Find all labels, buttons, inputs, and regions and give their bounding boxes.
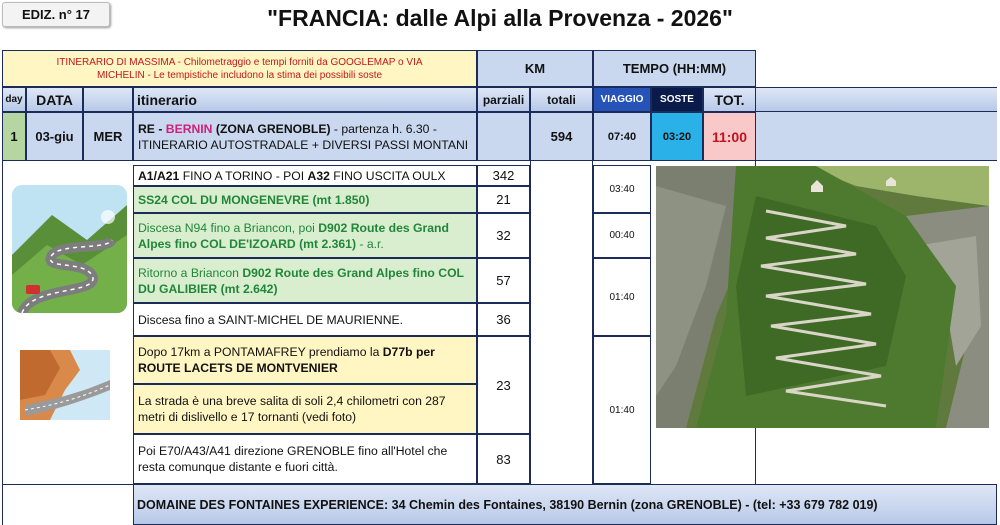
day-weekday: MER: [83, 112, 133, 161]
time-header: TEMPO (HH:MM): [593, 50, 756, 87]
time-3: 01:40: [593, 258, 651, 336]
col-weekday: [83, 87, 133, 112]
col-total: totali: [530, 87, 593, 112]
segment-4: Ritorno a Briancon D902 Route des Grand Alpes fino COL DU GALIBIER (mt 2.642): [133, 258, 477, 303]
edition-badge: EDIZ. n° 17: [2, 2, 110, 27]
segment-1-km: 342: [477, 165, 530, 186]
col-day: day: [2, 87, 26, 112]
time-2: 00:40: [593, 213, 651, 258]
col-partial: parziali: [477, 87, 530, 112]
day-partial: [477, 112, 530, 161]
segment-5: Discesa fino a SAINT-MICHEL DE MAURIENNE.: [133, 303, 477, 336]
segment-8: Poi E70/A43/A41 direzione GRENOBLE fino all'Hotel che resta comunque distante e fuori città.: [133, 434, 477, 484]
segment-2-km: 21: [477, 186, 530, 213]
segment-3-km: 32: [477, 213, 530, 258]
day-tot-time: 11:00: [703, 112, 756, 161]
segment-5-km: 36: [477, 303, 530, 336]
time-1: 03:40: [593, 165, 651, 213]
hotel-row: DOMAINE DES FONTAINES EXPERIENCE: 34 Chemin des Fontaines, 38190 Bernin (zona GRENOBLE) - (tel: +33 679 782 019): [133, 484, 997, 525]
col-tot: TOT.: [703, 87, 756, 112]
day-number: 1: [2, 112, 26, 161]
segment-1: A1/A21 FINO A TORINO - POI A32 FINO USCITA OULX: [133, 165, 477, 186]
cliff-road-illustration-icon: [20, 350, 110, 420]
page-title: "FRANCIA: dalle Alpi alla Provenza - 2026": [267, 4, 733, 31]
segment-3: Discesa N94 fino a Briancon, poi D902 Route des Grand Alpes fino COL DE'IZOARD (mt 2.361) - a.r.: [133, 213, 477, 258]
day-total-km: 594: [530, 112, 593, 161]
col-date: DATA: [26, 87, 83, 112]
header-extension: [756, 87, 997, 112]
day-row-extension: [756, 112, 997, 161]
segment-6: Dopo 17km a PONTAMAFREY prendiamo la D77b per ROUTE LACETS DE MONTVENIER: [133, 336, 477, 384]
road-illustration-icon: [12, 185, 127, 313]
km-header: KM: [477, 50, 593, 87]
day-itinerary: RE - BERNIN (ZONA GRENOBLE) - partenza h. 6.30 - ITINERARIO AUTOSTRADALE + DIVERSI PASSI MONTANI: [133, 112, 477, 161]
col-travel: VIAGGIO: [593, 87, 651, 112]
mountain-hairpin-road-photo: [656, 166, 989, 428]
day-travel-time: 07:40: [593, 112, 651, 161]
itinerary-note: ITINERARIO DI MASSIMA - Chilometraggio e tempi forniti da GOOGLEMAP o VIA MICHELIN - Le tempistiche includono la stima dei possibili soste: [2, 50, 477, 87]
time-4: 01:40: [593, 336, 651, 484]
segment-4-km: 57: [477, 258, 530, 303]
day-date: 03-giu: [26, 112, 83, 161]
hotel-row-left: [2, 484, 133, 525]
segment-8-km: 83: [477, 434, 530, 484]
segment-7: La strada è una breve salita di soli 2,4 chilometri con 287 metri di dislivello e 17 tornanti (vedi foto): [133, 384, 477, 434]
day-stops-time: 03:20: [651, 112, 703, 161]
totals-column: [530, 161, 593, 484]
segment-6-km: 23: [477, 336, 530, 434]
segment-2: SS24 COL DU MONGENEVRE (mt 1.850): [133, 186, 477, 213]
col-stops: SOSTE: [651, 87, 703, 112]
col-itinerary: itinerario: [133, 87, 477, 112]
